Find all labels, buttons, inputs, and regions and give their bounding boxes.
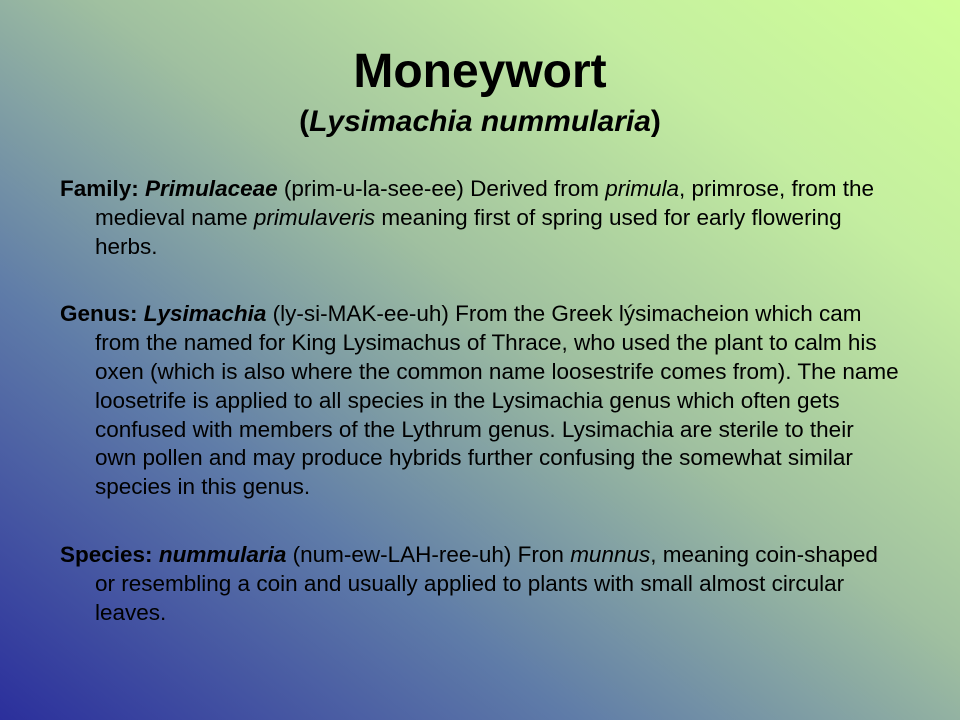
- paragraph-text: meaning first of spring used for early flowering herbs.: [95, 204, 842, 259]
- italic-term: munnus: [570, 541, 651, 567]
- italic-term: primulaveris: [253, 204, 376, 230]
- paragraph-text: (num-ew-LAH-ree-uh) Fron: [286, 541, 571, 567]
- paragraph-term: Primulaceae: [145, 176, 278, 201]
- subtitle-close-paren: ): [650, 105, 661, 138]
- species-paragraph: [60, 541, 900, 627]
- paragraph-term: Lysimachia: [143, 301, 267, 327]
- genus-paragraph: [60, 300, 900, 502]
- paragraph-text: , meaning coin-shaped or resembling a coin and usually applied to plants with small almost circular leaves.: [95, 541, 878, 625]
- paragraph-text: (prim-u-la-see-ee) Derived from: [277, 176, 606, 201]
- paragraph-text: , primrose, from the medieval name: [95, 176, 875, 230]
- subtitle-open-paren: (: [299, 105, 310, 138]
- paragraph-term: nummularia: [158, 541, 287, 567]
- family-paragraph: [60, 175, 900, 261]
- slide-subtitle: [0, 104, 960, 140]
- slide-body: [60, 175, 900, 627]
- paragraph-label: Genus:: [60, 301, 138, 327]
- scientific-name: Lysimachia nummularia: [309, 105, 651, 138]
- slide-title: Moneywort: [353, 45, 607, 98]
- paragraph-label: Species:: [60, 541, 153, 567]
- paragraph-label: Family:: [60, 176, 139, 201]
- paragraph-text: (ly-si-MAK-ee-uh) From the Greek lýsimacheion which cam from the named for King Lysimachus of Thrace, who used the plant to calm his oxen (which is also where the common name loosestrife comes from). The name loosetrife is applied to all species in the Lysimachia genus which often gets confused with members of the Lythrum genus. Lysimachia are sterile to their own pollen and may produce hybrids further confusing the somewhat similar species in this genus.: [95, 301, 899, 500]
- italic-term: primula: [605, 176, 679, 201]
